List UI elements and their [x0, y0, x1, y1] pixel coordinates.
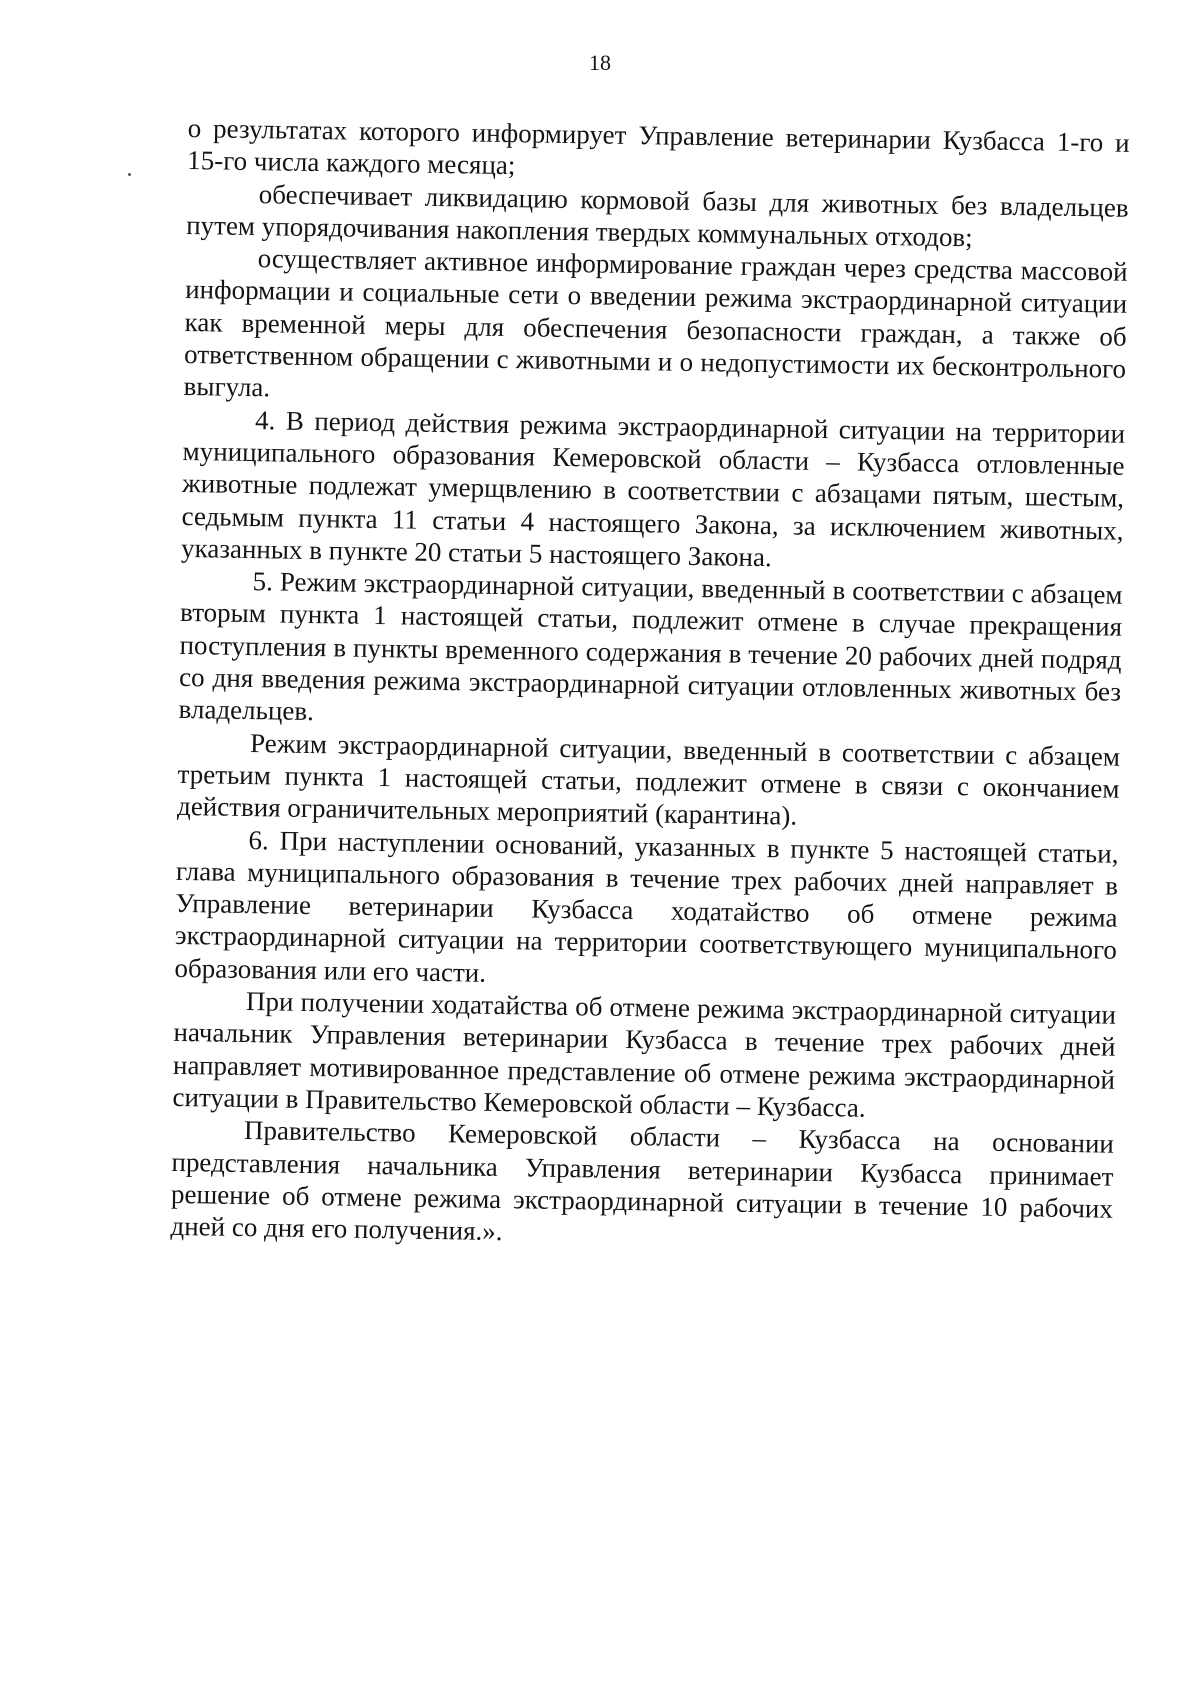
document-body: [170, 112, 1130, 1257]
paragraph-petition: При получении ходатайства об отмене режима экстраординарной ситуации начальник Управления ветеринарии Кузбасса в течение трех рабочих дней направляет мотивированное представление об отмене режима экстраординарной ситуации в Правительство Кемеровской области – Кузбасса.: [172, 986, 1117, 1123]
paragraph-feed-base: обеспечивает ликвидацию кормовой базы для животных без владельцев путем упорядочивания накопления твердых коммунальных отходов;: [185, 178, 1129, 253]
paragraph-item-4: 4. В период действия режима экстраординарной ситуации на территории муниципального образования Кемеровской области – Кузбасса отловленные животные подлежат умерщвлению в соответствии с абзацами пятым, шестым, седьмым пункта 11 статьи 4 настоящего Закона, за исключением животных, указанных в пункте 20 статьи 5 настоящего Закона.: [180, 404, 1126, 573]
paragraph-informing: осуществляет активное информирование граждан через средства массовой информации и социальные сети о введении режима экстраординарной ситуации как временной меры для обеспечения безопасности граждан, а также об ответственном обращении с животными и о недопустимости их бесконтрольного выгула.: [183, 243, 1128, 403]
paragraph-continuation: о результатах которого информирует Управление ветеринарии Кузбасса 1-го и 15-го числа каждого месяца;: [187, 112, 1130, 181]
paragraph-item-6: 6. При наступлении оснований, указанных в пункте 5 настоящей статьи, глава муниципального образования в течение трех рабочих дней направляет в Управление ветеринарии Кузбасса ходатайство об отмене режима экстраординарной ситуации на территории соответствующего муниципального образования или его части.: [174, 824, 1119, 988]
paragraph-government-decision: Правительство Кемеровской области – Кузбасса на основании представления начальника Управления ветеринарии Кузбасса принимает решение об отмене режима экстраординарной ситуации в течение 10 рабочих дней со дня его получения.».: [170, 1115, 1115, 1247]
page-number: 18: [589, 50, 611, 75]
scan-speck: [128, 173, 131, 176]
paragraph-item-5: 5. Режим экстраординарной ситуации, введенный в соответствии с абзацем вторым пункта 1 настоящей статьи, подлежит отмене в случае прекращения поступления в пункты временного содержания в течение 20 рабочих дней подряд со дня введения режима экстраординарной ситуации отловленных животных без владельцев.: [178, 566, 1123, 727]
paragraph-item-5-second: Режим экстраординарной ситуации, введенный в соответствии с абзацем третьим пункта 1 настоящей статьи, подлежит отмене в связи с окончанием действия ограничительных мероприятий (карантина).: [176, 727, 1121, 831]
